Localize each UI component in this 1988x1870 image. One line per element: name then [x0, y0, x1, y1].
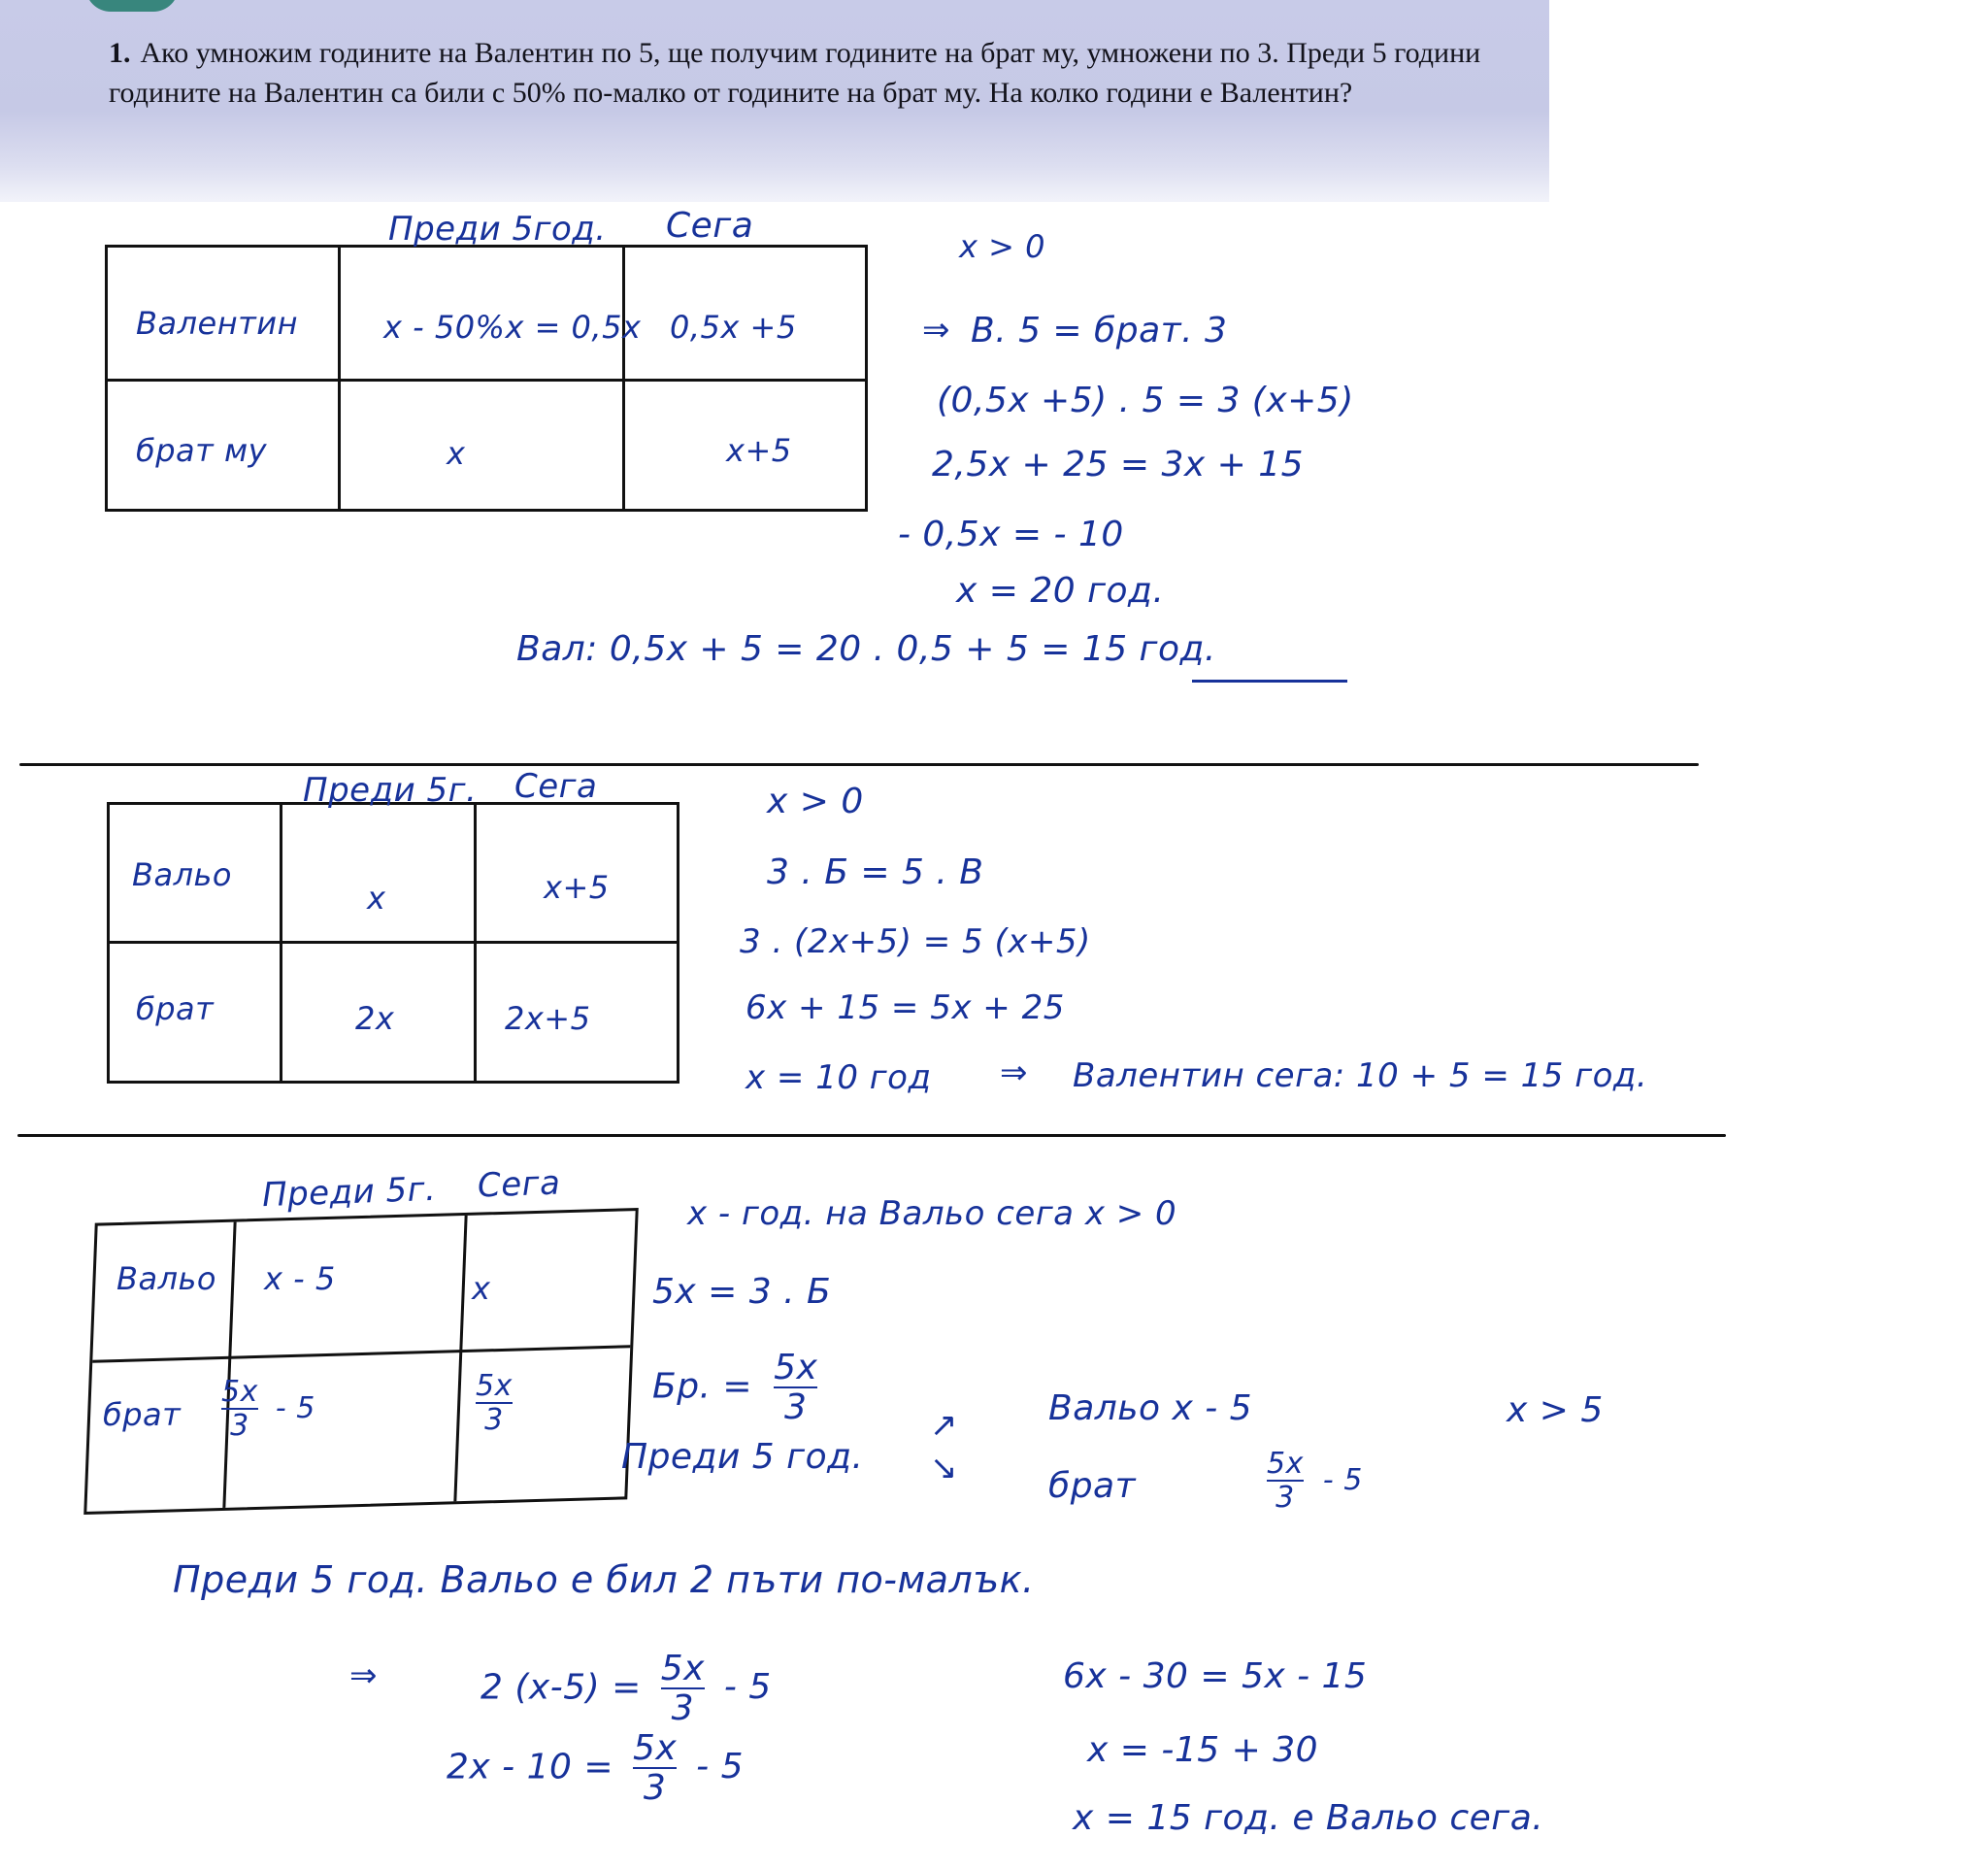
- table2-row2-label: брат: [136, 990, 215, 1027]
- fraction-numerator: 5x: [1267, 1447, 1304, 1481]
- fraction-5x-over-3-f: [633, 1730, 677, 1807]
- branch-2-tail: - 5: [1322, 1462, 1363, 1497]
- solution3-branch-2-value: [1267, 1449, 1363, 1513]
- implies-arrow-2: ⇒: [1000, 1053, 1028, 1092]
- table1-col-header-1: Преди 5год.: [388, 210, 607, 249]
- table3-col-header-2: Сега: [477, 1163, 562, 1206]
- branch-arrow-down: ↘: [930, 1449, 958, 1487]
- table2-row1-col2: x+5: [544, 869, 610, 906]
- solution1-work-line-2: В. 5 = брат. 3: [971, 311, 1228, 351]
- eq2-tail: - 5: [696, 1747, 744, 1787]
- solution3-statement: Преди 5 год. Вальо е бил 2 пъти по-малък.: [173, 1558, 1035, 1601]
- solution1-work-line-3: (0,5x +5) . 5 = 3 (x+5): [937, 381, 1354, 420]
- fraction-numerator: 5x: [221, 1375, 258, 1409]
- solution2-work-line-2: 3 . Б = 5 . В: [767, 852, 984, 892]
- table3-hline-1: [92, 1345, 630, 1362]
- problem-banner: [0, 0, 1549, 202]
- table1-row2-col2: x+5: [726, 432, 792, 469]
- table2-row1-col1: x: [367, 880, 386, 917]
- solution2-work-line-1: x > 0: [767, 782, 864, 821]
- table3-row2-col2: [476, 1371, 513, 1435]
- fraction-5x-over-3-b: [476, 1371, 513, 1435]
- implies-arrow-3: ⇒: [349, 1656, 378, 1695]
- table3-row2-col1-tail: - 5: [275, 1390, 315, 1425]
- solution2-work-line-4: 6x + 15 = 5x + 25: [746, 988, 1065, 1027]
- eq1-tail: - 5: [723, 1667, 772, 1708]
- table3-col-header-1: Преди 5г.: [261, 1169, 437, 1216]
- solution1-work-line-1: x > 0: [959, 228, 1045, 265]
- branch-arrow-up: ↗: [930, 1406, 958, 1445]
- fraction-numerator: 5x: [660, 1649, 705, 1688]
- table1-row1-col1: x - 50%x = 0,5x: [383, 309, 642, 346]
- solution3-table: [83, 1208, 639, 1515]
- solution1-work-line-6: x = 20 год.: [956, 571, 1165, 611]
- solution2-table: [107, 802, 679, 1084]
- problem-number: 1.: [109, 37, 131, 69]
- table3-vline-1: [222, 1222, 236, 1508]
- fraction-denominator: 3: [476, 1402, 513, 1436]
- table2-col-header-2: Сега: [514, 767, 598, 806]
- separator-1: [19, 763, 1699, 766]
- fraction-denominator: 3: [774, 1386, 817, 1426]
- fraction-5x-over-3-d: [1267, 1449, 1304, 1513]
- solution2-work-line-6: Валентин сега: 10 + 5 = 15 год.: [1073, 1056, 1648, 1095]
- solution3-eq-4: x = -15 + 30: [1087, 1730, 1319, 1770]
- fraction-denominator: 3: [633, 1767, 677, 1807]
- table3-row2-col1: [221, 1377, 315, 1441]
- solution3-work-line-1: x - год. на Вальо сега x > 0: [687, 1194, 1177, 1233]
- solution3-work-line-2: 5x = 3 . Б: [652, 1272, 832, 1312]
- solution1-work-line-7: Вал: 0,5x + 5 = 20 . 0,5 + 5 = 15 год.: [516, 629, 1216, 669]
- table3-row1-label: Вальо: [116, 1260, 216, 1297]
- table2-row1-label: Вальо: [132, 856, 232, 893]
- fraction-5x-over-3: [221, 1377, 258, 1441]
- eq2-left: 2x - 10 =: [447, 1747, 614, 1787]
- table3-row1-col1: x - 5: [264, 1260, 336, 1297]
- separator-2: [17, 1134, 1726, 1137]
- solution2-work-line-3: 3 . (2x+5) = 5 (x+5): [740, 922, 1091, 961]
- table3-vline-2: [453, 1216, 467, 1501]
- fraction-5x-over-3-c: [774, 1350, 817, 1426]
- solution3-work-line-3: [652, 1350, 817, 1426]
- fraction-numerator: 5x: [632, 1728, 678, 1768]
- solution3-eq-1: [480, 1651, 772, 1727]
- fraction-denominator: 3: [1267, 1480, 1304, 1514]
- problem-statement: [109, 33, 1497, 114]
- solution3-eq-2: [447, 1730, 744, 1807]
- table1-row1-label: Валентин: [136, 305, 298, 342]
- table2-row2-col1: 2x: [355, 1000, 395, 1037]
- table3-row1-col2: x: [472, 1270, 491, 1307]
- solution3-work-line-4: Преди 5 год.: [621, 1437, 864, 1477]
- solution3-branch-2-label: брат: [1048, 1466, 1137, 1506]
- solution3-eq-3: 6x - 30 = 5x - 15: [1063, 1656, 1368, 1696]
- br-label: Бр. =: [652, 1366, 753, 1407]
- solution1-work-line-5: - 0,5x = - 10: [898, 515, 1124, 554]
- solution3-branch-1-condition: x > 5: [1507, 1390, 1604, 1430]
- fraction-denominator: 3: [221, 1408, 258, 1442]
- solution1-answer-underline: [1192, 680, 1347, 683]
- solution3-eq-5: x = 15 год. е Вальо сега.: [1073, 1798, 1544, 1838]
- fraction-denominator: 3: [661, 1687, 705, 1727]
- table2-row2-col2: 2x+5: [505, 1000, 591, 1037]
- table1-row2-label: брат му: [136, 432, 268, 469]
- table1-hline-1: [108, 379, 865, 382]
- table1-row1-col2: 0,5x +5: [670, 309, 797, 346]
- solution2-work-line-5: x = 10 год: [746, 1058, 932, 1097]
- problem-text: Ако умножим годините на Валентин по 5, ще получим годините на брат му, умножени по 3. Преди 5 години годините на Валентин са били с 50% по-малко от годините на брат му. На колко години е Валентин?: [109, 37, 1481, 110]
- logo-icon: [85, 0, 179, 12]
- fraction-5x-over-3-e: [661, 1651, 705, 1727]
- implies-arrow-1: ⇒: [922, 311, 950, 350]
- solution1-work-line-4: 2,5x + 25 = 3x + 15: [932, 445, 1305, 484]
- table1-col-header-2: Сега: [666, 206, 754, 246]
- solution3-branch-1: Вальо x - 5: [1048, 1388, 1253, 1428]
- fraction-numerator: 5x: [774, 1348, 818, 1387]
- table2-col-header-1: Преди 5г.: [303, 771, 478, 810]
- table1-row2-col1: x: [447, 435, 466, 472]
- solution1-table: [105, 245, 868, 512]
- fraction-numerator: 5x: [476, 1369, 513, 1403]
- eq1-left: 2 (x-5) =: [480, 1667, 642, 1708]
- table3-row2-label: брат: [103, 1396, 182, 1433]
- table2-hline-1: [110, 941, 677, 944]
